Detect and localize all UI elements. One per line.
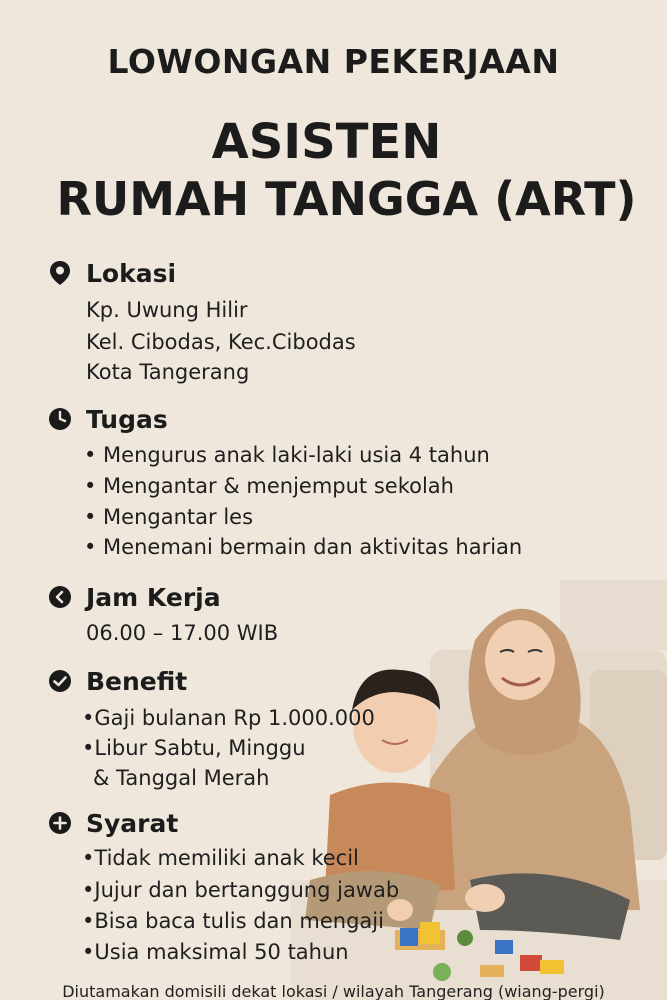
section-lokasi-heading xyxy=(48,258,176,288)
section-syarat-heading xyxy=(48,808,178,838)
section-title: Benefit xyxy=(86,666,188,696)
clock-icon xyxy=(48,407,72,431)
section-title: Tugas xyxy=(86,404,168,434)
list-item: • Menemani bermain dan aktivitas harian xyxy=(84,535,523,559)
list-item: •Bisa baca tulis dan mengaji xyxy=(82,909,384,933)
list-item: •Libur Sabtu, Minggu xyxy=(82,736,306,760)
mother-child-illustration xyxy=(290,580,667,1000)
list-item: •Gaji bulanan Rp 1.000.000 xyxy=(82,706,375,730)
page-title-line2: RUMAH TANGGA (ART) xyxy=(56,172,637,226)
check-circle-icon xyxy=(48,669,72,693)
list-item: & Tanggal Merah xyxy=(93,766,270,790)
footer-note: Diutamakan domisili dekat lokasi / wilayah Tangerang (wiang-pergi) xyxy=(62,982,605,1000)
list-item: •Tidak memiliki anak kecil xyxy=(82,846,359,870)
working-hours: 06.00 – 17.00 WIB xyxy=(86,621,279,645)
section-benefit-heading xyxy=(48,666,187,696)
list-item: • Mengurus anak laki-laki usia 4 tahun xyxy=(84,443,490,467)
list-item: •Usia maksimal 50 tahun xyxy=(82,940,349,964)
address-line: Kel. Cibodas, Kec.Cibodas xyxy=(86,330,356,354)
location-pin-icon xyxy=(48,261,72,285)
address-line: Kota Tangerang xyxy=(86,360,250,384)
job-vacancy-kicker: LOWONGAN PEKERJAAN xyxy=(107,42,560,81)
address-line: Kp. Uwung Hilir xyxy=(86,298,248,322)
list-item: • Mengantar & menjemput sekolah xyxy=(84,474,454,498)
list-item: •Jujur dan bertanggung jawab xyxy=(82,878,400,902)
arrow-left-circle-icon xyxy=(48,585,72,609)
section-title: Lokasi xyxy=(86,258,177,288)
page-title-line1: ASISTEN xyxy=(211,114,442,170)
list-item: • Mengantar les xyxy=(84,505,254,529)
section-jam-kerja-heading xyxy=(48,582,221,612)
plus-circle-icon xyxy=(48,811,72,835)
section-tugas-heading xyxy=(48,404,168,434)
section-title: Jam Kerja xyxy=(86,582,221,612)
section-title: Syarat xyxy=(86,808,179,838)
